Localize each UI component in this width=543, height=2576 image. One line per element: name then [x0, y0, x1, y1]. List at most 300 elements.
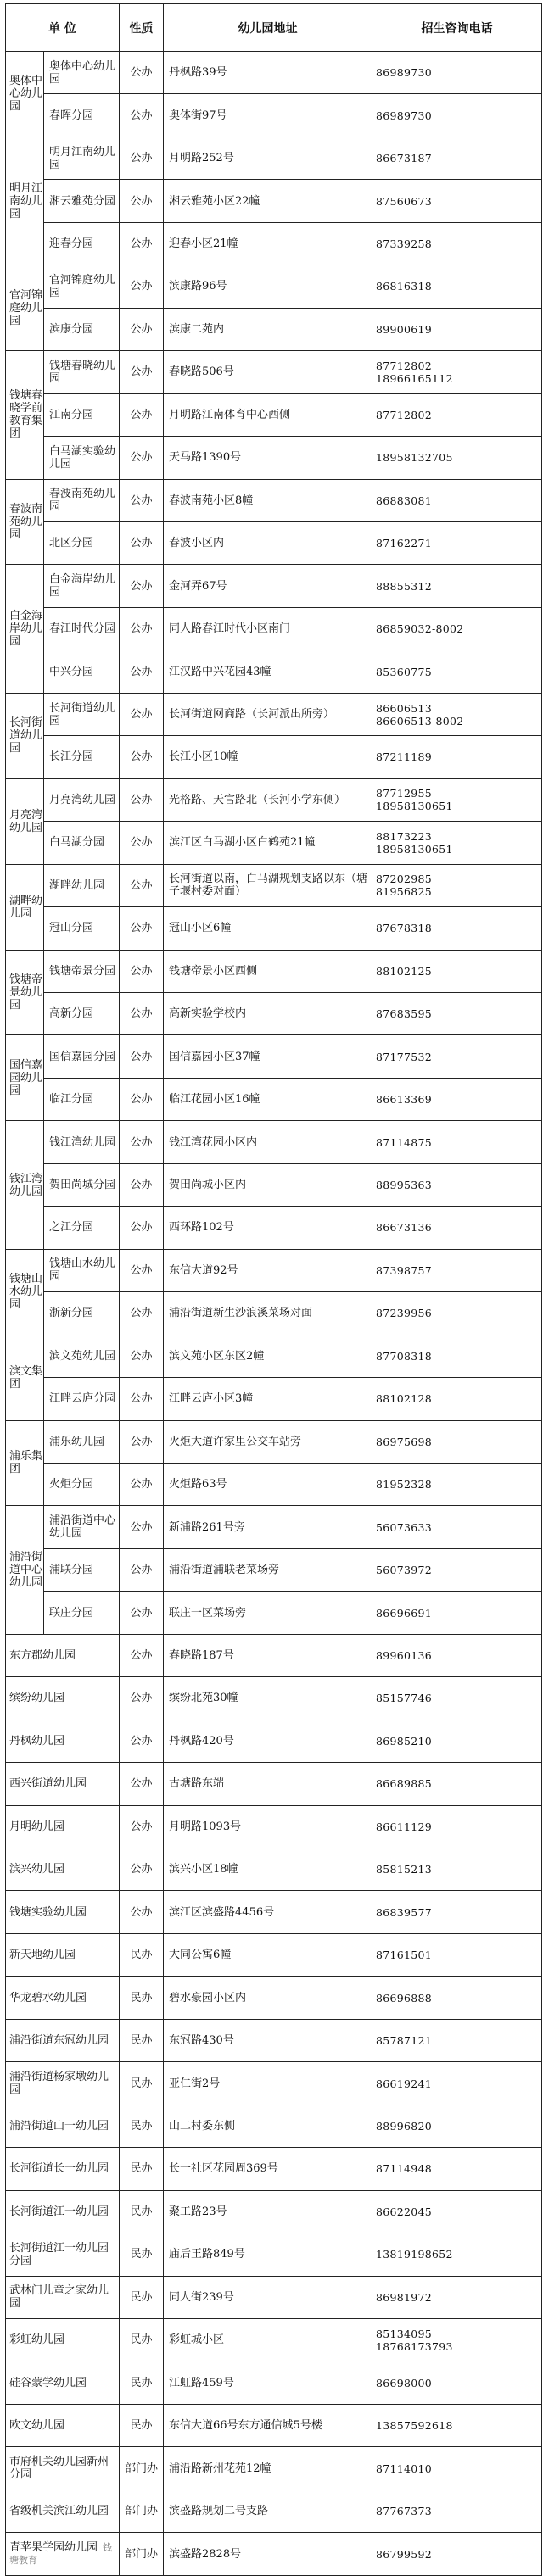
unit-name: 奥体中心幼儿园 [6, 52, 44, 137]
branch-name: 春晖分园 [44, 94, 120, 137]
address-cell: 国信嘉园小区37幢 [164, 1035, 372, 1078]
address-cell: 长一社区花园周369号 [164, 2148, 372, 2190]
table-row [6, 1035, 542, 1078]
branch-name: 钱塘春晓幼儿园 [44, 351, 120, 393]
address-cell: 亚仁街2号 [164, 2062, 372, 2105]
phone-cell [372, 1292, 542, 1335]
unit-name-text: 长河街道江一幼儿园 [9, 2205, 109, 2218]
table-row [6, 1378, 542, 1420]
phone-cell [372, 2404, 542, 2446]
phone-cell [372, 1420, 542, 1463]
nature-cell: 公办 [120, 1420, 164, 1463]
address-cell: 金河弄67号 [164, 565, 372, 607]
header-phone: 招生咨询电话 [372, 4, 542, 52]
phone-number: 13857592618 [376, 2419, 453, 2433]
unit-name-text: 彩虹幼儿园 [9, 2333, 65, 2347]
address-cell: 钱江湾花园小区内 [164, 1121, 372, 1163]
branch-name: 联庄分园 [44, 1592, 120, 1634]
nature-cell: 公办 [120, 1548, 164, 1591]
address-cell: 月明路江南体育中心西侧 [164, 393, 372, 436]
table-row [6, 1805, 542, 1848]
branch-name: 滨康分园 [44, 308, 120, 350]
nature-cell: 部门办 [120, 2490, 164, 2532]
phone-cell [372, 2062, 542, 2105]
unit-name [6, 2404, 120, 2446]
nature-cell: 公办 [120, 992, 164, 1034]
phone-cell [372, 565, 542, 607]
phone-cell [372, 1121, 542, 1163]
nature-cell: 民办 [120, 1933, 164, 1976]
phone-number: 18958130651 [376, 800, 453, 813]
phone-number: 18958132705 [376, 451, 453, 465]
table-row [6, 2190, 542, 2233]
phone-cell [372, 393, 542, 436]
table-row [6, 2490, 542, 2532]
nature-cell: 部门办 [120, 2533, 164, 2575]
address-cell: 湘云雅苑小区22幢 [164, 180, 372, 222]
table-row [6, 1592, 542, 1634]
nature-cell: 公办 [120, 1634, 164, 1676]
unit-name-text: 新天地幼儿园 [9, 1949, 76, 1962]
table-row [6, 1078, 542, 1120]
phone-cell [372, 693, 542, 735]
table-row [6, 2105, 542, 2147]
address-cell: 东冠路430号 [164, 2019, 372, 2061]
nature-cell: 公办 [120, 565, 164, 607]
address-cell: 月明路1093号 [164, 1805, 372, 1848]
nature-cell: 公办 [120, 1249, 164, 1291]
nature-cell: 民办 [120, 2148, 164, 2190]
phone-number: 87678318 [376, 922, 433, 935]
phone-number: 56073972 [376, 1564, 433, 1577]
phone-number: 87161501 [376, 1949, 433, 1962]
address-cell: 丹枫路39号 [164, 52, 372, 94]
phone-cell [372, 950, 542, 992]
address-cell: 长河街道以南，白马湖规划支路以东（塘子堰村委对面） [164, 864, 372, 906]
phone-number: 86989730 [376, 109, 433, 122]
address-cell: 江虹路459号 [164, 2361, 372, 2404]
phone-number: 86975698 [376, 1435, 433, 1448]
unit-name [6, 2190, 120, 2233]
table-row [6, 1207, 542, 1249]
phone-number: 56073633 [376, 1520, 433, 1534]
unit-name-text: 华龙碧水幼儿园 [9, 1991, 87, 2004]
nature-cell: 公办 [120, 137, 164, 179]
address-cell: 月明路252号 [164, 137, 372, 179]
nature-cell: 公办 [120, 1292, 164, 1335]
nature-cell: 公办 [120, 265, 164, 308]
table-row [6, 2533, 542, 2575]
table-row [6, 2148, 542, 2190]
branch-name: 钱江湾幼儿园 [44, 1121, 120, 1163]
branch-name: 火炬分园 [44, 1463, 120, 1505]
nature-cell: 公办 [120, 180, 164, 222]
address-cell: 贺田尚城小区内 [164, 1163, 372, 1206]
table-row [6, 1548, 542, 1591]
address-cell: 春晓路506号 [164, 351, 372, 393]
table-row [6, 693, 542, 735]
unit-name [6, 2447, 120, 2490]
phone-cell [372, 521, 542, 564]
nature-cell: 公办 [120, 437, 164, 479]
unit-name-text: 东方郡幼儿园 [9, 1648, 76, 1662]
phone-number: 86611129 [376, 1820, 433, 1833]
table-row [6, 137, 542, 179]
address-cell: 钱塘帝景小区西侧 [164, 950, 372, 992]
nature-cell: 公办 [120, 1463, 164, 1505]
nature-cell: 公办 [120, 1378, 164, 1420]
nature-cell: 公办 [120, 736, 164, 778]
phone-cell [372, 2148, 542, 2190]
table-row [6, 1163, 542, 1206]
address-cell: 大同公寓6幢 [164, 1933, 372, 1976]
branch-name: 临江分园 [44, 1078, 120, 1120]
address-cell: 奥体街97号 [164, 94, 372, 137]
nature-cell: 公办 [120, 1335, 164, 1377]
nature-cell: 公办 [120, 1848, 164, 1891]
table-row [6, 2319, 542, 2361]
branch-name: 滨文苑幼儿园 [44, 1335, 120, 1377]
phone-number: 86698000 [376, 2376, 433, 2389]
phone-number: 86859032-8002 [376, 622, 464, 636]
address-cell: 迎春小区21幢 [164, 222, 372, 265]
nature-cell: 公办 [120, 1891, 164, 1933]
nature-cell: 公办 [120, 94, 164, 137]
phone-cell [372, 1634, 542, 1676]
unit-name [6, 2233, 120, 2276]
unit-name-text: 武林门儿童之家幼儿园 [9, 2284, 109, 2311]
phone-cell [372, 1548, 542, 1591]
branch-name: 迎春分园 [44, 222, 120, 265]
phone-cell [372, 1933, 542, 1976]
phone-cell [372, 1035, 542, 1078]
address-cell: 碧水豪园小区内 [164, 1977, 372, 2019]
phone-number: 86673136 [376, 1221, 433, 1235]
branch-name: 高新分园 [44, 992, 120, 1034]
table-row [6, 1891, 542, 1933]
phone-number: 85360775 [376, 665, 433, 678]
phone-number: 86883081 [376, 493, 433, 507]
phone-number: 86689885 [376, 1777, 433, 1791]
header-address: 幼儿园地址 [164, 4, 372, 52]
unit-name [6, 2019, 120, 2061]
phone-cell [372, 607, 542, 650]
phone-number: 85157746 [376, 1692, 433, 1705]
unit-name-text: 浦沿街道山一幼儿园 [9, 2119, 109, 2133]
nature-cell: 公办 [120, 822, 164, 864]
unit-name: 湖畔幼儿园 [6, 864, 44, 950]
unit-name [6, 2062, 120, 2105]
nature-cell: 公办 [120, 1078, 164, 1120]
table-row [6, 479, 542, 521]
unit-name-text: 市府机关幼儿园新州分园 [9, 2456, 109, 2482]
address-cell: 山二村委东侧 [164, 2105, 372, 2147]
table-row [6, 1249, 542, 1291]
branch-name: 浙新分园 [44, 1292, 120, 1335]
phone-number: 86622045 [376, 2205, 433, 2218]
branch-name: 明月江南幼儿园 [44, 137, 120, 179]
watermark-text: 钱塘教育 [9, 2542, 113, 2566]
address-cell: 浦沿路新州花苑12幢 [164, 2447, 372, 2490]
address-cell: 浦沿街道新生沙浪溪菜场对面 [164, 1292, 372, 1335]
phone-cell [372, 2361, 542, 2404]
phone-number: 18966165112 [376, 371, 453, 385]
unit-name [6, 2533, 120, 2575]
phone-cell [372, 437, 542, 479]
phone-cell [372, 2233, 542, 2276]
unit-name-text: 青苹果学园幼儿园 [9, 2541, 98, 2554]
table-row [6, 1634, 542, 1676]
branch-name: 钱塘山水幼儿园 [44, 1249, 120, 1291]
branch-name: 中兴分园 [44, 650, 120, 693]
phone-cell [372, 907, 542, 950]
phone-number: 87708318 [376, 1349, 433, 1363]
nature-cell: 公办 [120, 950, 164, 992]
phone-cell [372, 479, 542, 521]
unit-name-text: 硅谷蒙学幼儿园 [9, 2376, 87, 2389]
branch-name: 国信嘉园分园 [44, 1035, 120, 1078]
table-row [6, 2233, 542, 2276]
unit-name [6, 2361, 120, 2404]
phone-number: 86839577 [376, 1905, 433, 1919]
branch-name: 江畔云庐分园 [44, 1378, 120, 1420]
address-cell: 火炬路63号 [164, 1463, 372, 1505]
unit-name-text: 长河街道江一幼儿园分园 [9, 2241, 109, 2267]
nature-cell: 公办 [120, 521, 164, 564]
unit-name [6, 1891, 120, 1933]
unit-name: 国信嘉园幼儿园 [6, 1035, 44, 1121]
nature-cell: 公办 [120, 1592, 164, 1634]
nature-cell: 公办 [120, 650, 164, 693]
phone-number: 88102128 [376, 1392, 433, 1406]
phone-number: 87712802 [376, 408, 433, 421]
unit-name-text: 浦沿街道杨家墩幼儿园 [9, 2071, 109, 2097]
phone-cell [372, 137, 542, 179]
nature-cell: 公办 [120, 1035, 164, 1078]
phone-number: 85134095 [376, 2327, 433, 2340]
phone-number: 86981972 [376, 2290, 433, 2304]
nature-cell: 民办 [120, 2105, 164, 2147]
phone-number: 86613369 [376, 1093, 433, 1107]
address-cell: 东信大道92号 [164, 1249, 372, 1291]
phone-number: 87767373 [376, 2505, 433, 2518]
phone-cell [372, 822, 542, 864]
table-row [6, 437, 542, 479]
phone-number: 88102125 [376, 964, 433, 978]
phone-number: 87712802 [376, 359, 433, 372]
unit-name: 长河街道幼儿园 [6, 693, 44, 778]
address-cell: 古塘路东端 [164, 1763, 372, 1805]
address-cell: 滨盛路规划二号支路 [164, 2490, 372, 2532]
table-row [6, 650, 542, 693]
nature-cell: 公办 [120, 222, 164, 265]
nature-cell: 民办 [120, 1977, 164, 2019]
phone-cell [372, 1249, 542, 1291]
unit-name [6, 1720, 120, 1762]
table-row [6, 992, 542, 1034]
phone-number: 89900619 [376, 322, 433, 336]
nature-cell: 民办 [120, 2190, 164, 2233]
phone-cell [372, 1378, 542, 1420]
address-cell: 临江花园小区16幢 [164, 1078, 372, 1120]
phone-cell [372, 1805, 542, 1848]
phone-cell [372, 1891, 542, 1933]
phone-cell [372, 1848, 542, 1891]
phone-cell [372, 2533, 542, 2575]
address-cell: 庙后王路849号 [164, 2233, 372, 2276]
phone-number: 87114010 [376, 2462, 433, 2475]
phone-cell [372, 52, 542, 94]
table-row [6, 607, 542, 650]
phone-cell [372, 180, 542, 222]
branch-name: 春江时代分园 [44, 607, 120, 650]
branch-name: 浦沿街道中心幼儿园 [44, 1506, 120, 1548]
phone-number: 89960136 [376, 1648, 433, 1662]
phone-number: 86696888 [376, 1991, 433, 2004]
unit-name [6, 2105, 120, 2147]
table-row [6, 94, 542, 137]
nature-cell: 公办 [120, 1121, 164, 1163]
address-cell: 光格路、天官路北（长河小学东侧） [164, 778, 372, 821]
unit-name [6, 2148, 120, 2190]
branch-name: 月亮湾幼儿园 [44, 778, 120, 821]
branch-name: 湘云雅苑分园 [44, 180, 120, 222]
phone-number: 86799592 [376, 2547, 433, 2561]
table-row [6, 265, 542, 308]
phone-number: 87339258 [376, 237, 433, 251]
phone-cell [372, 1592, 542, 1634]
phone-number: 86619241 [376, 2077, 433, 2090]
phone-cell [372, 1720, 542, 1762]
nature-cell: 民办 [120, 2361, 164, 2404]
phone-cell [372, 1506, 542, 1548]
address-cell: 滨江区白马湖小区白鹤苑21幢 [164, 822, 372, 864]
phone-number: 88995363 [376, 1179, 433, 1191]
branch-name: 冠山分园 [44, 907, 120, 950]
branch-name: 北区分园 [44, 521, 120, 564]
phone-number: 18768173793 [376, 2339, 453, 2353]
unit-name: 浦沿街道中心幼儿园 [6, 1506, 44, 1634]
unit-name: 月亮湾幼儿园 [6, 778, 44, 864]
unit-name [6, 2319, 120, 2361]
table-body [6, 52, 542, 2576]
unit-name-text: 月明幼儿园 [9, 1820, 65, 1833]
nature-cell: 公办 [120, 1805, 164, 1848]
table-row [6, 521, 542, 564]
phone-number: 18958130651 [376, 842, 453, 856]
address-cell: 彩虹城小区 [164, 2319, 372, 2361]
table-row [6, 1463, 542, 1505]
nature-cell: 公办 [120, 1506, 164, 1548]
unit-name [6, 2490, 120, 2532]
unit-name [6, 1677, 120, 1720]
unit-name-text: 钱塘实验幼儿园 [9, 1905, 87, 1919]
address-cell: 天马路1390号 [164, 437, 372, 479]
address-cell: 新浦路261号旁 [164, 1506, 372, 1548]
phone-number: 87712955 [376, 787, 433, 800]
phone-number: 87560673 [376, 194, 433, 208]
phone-cell [372, 2447, 542, 2490]
phone-number: 81952328 [376, 1478, 433, 1492]
address-cell: 滨康二苑内 [164, 308, 372, 350]
address-cell: 滨盛路2828号 [164, 2533, 372, 2575]
phone-cell [372, 1977, 542, 2019]
phone-number: 87177532 [376, 1050, 433, 1063]
branch-name: 官河锦庭幼儿园 [44, 265, 120, 308]
table-row [6, 565, 542, 607]
address-cell: 春晓路187号 [164, 1634, 372, 1676]
address-cell: 滨文苑小区东区2幢 [164, 1335, 372, 1377]
address-cell: 长河街道网商路（长河派出所旁） [164, 693, 372, 735]
header-row [6, 4, 542, 52]
table-row [6, 2361, 542, 2404]
address-cell: 滨兴小区18幢 [164, 1848, 372, 1891]
nature-cell: 民办 [120, 2404, 164, 2446]
unit-name: 钱塘山水幼儿园 [6, 1249, 44, 1335]
nature-cell: 民办 [120, 2319, 164, 2361]
branch-name: 春波南苑幼儿园 [44, 479, 120, 521]
nature-cell: 民办 [120, 2233, 164, 2276]
phone-number: 13819198652 [376, 2248, 453, 2261]
table-row [6, 308, 542, 350]
phone-number: 85787121 [376, 2034, 433, 2048]
unit-name: 钱塘帝景幼儿园 [6, 950, 44, 1035]
phone-cell [372, 265, 542, 308]
table-row [6, 2447, 542, 2490]
unit-name: 明月江南幼儿园 [6, 137, 44, 265]
phone-cell [372, 1463, 542, 1505]
address-cell: 冠山小区6幢 [164, 907, 372, 950]
branch-name: 贺田尚城分园 [44, 1163, 120, 1206]
nature-cell: 部门办 [120, 2447, 164, 2490]
table-row [6, 907, 542, 950]
nature-cell: 民办 [120, 2276, 164, 2318]
address-cell: 江畔云庐小区3幢 [164, 1378, 372, 1420]
table-row [6, 950, 542, 992]
phone-number: 86606513-8002 [376, 714, 464, 728]
phone-cell [372, 1763, 542, 1805]
branch-name: 奥体中心幼儿园 [44, 52, 120, 94]
unit-name [6, 2276, 120, 2318]
address-cell: 江汉路中兴花园43幢 [164, 650, 372, 693]
phone-number: 87114948 [376, 2162, 433, 2176]
address-cell: 春波南苑小区8幢 [164, 479, 372, 521]
nature-cell: 公办 [120, 1677, 164, 1720]
address-cell: 长江小区10幢 [164, 736, 372, 778]
table-row [6, 2062, 542, 2105]
phone-cell [372, 2319, 542, 2361]
table-row [6, 351, 542, 393]
nature-cell: 公办 [120, 607, 164, 650]
branch-name: 浦联分园 [44, 1548, 120, 1591]
phone-cell [372, 1677, 542, 1720]
unit-name-text: 西兴街道幼儿园 [9, 1777, 87, 1791]
branch-name: 湖畔幼儿园 [44, 864, 120, 906]
nature-cell: 公办 [120, 393, 164, 436]
address-cell: 联庄一区菜场旁 [164, 1592, 372, 1634]
unit-name-text: 长河街道长一幼儿园 [9, 2162, 109, 2176]
unit-name-text: 欧文幼儿园 [9, 2419, 65, 2433]
address-cell: 同人街239号 [164, 2276, 372, 2318]
address-cell: 缤纷北苑30幢 [164, 1677, 372, 1720]
unit-name: 春波南苑幼儿园 [6, 479, 44, 565]
phone-cell [372, 2019, 542, 2061]
phone-number: 86816318 [376, 280, 433, 293]
header-nature: 性质 [120, 4, 164, 52]
unit-name [6, 1634, 120, 1676]
nature-cell: 公办 [120, 479, 164, 521]
phone-cell [372, 2276, 542, 2318]
